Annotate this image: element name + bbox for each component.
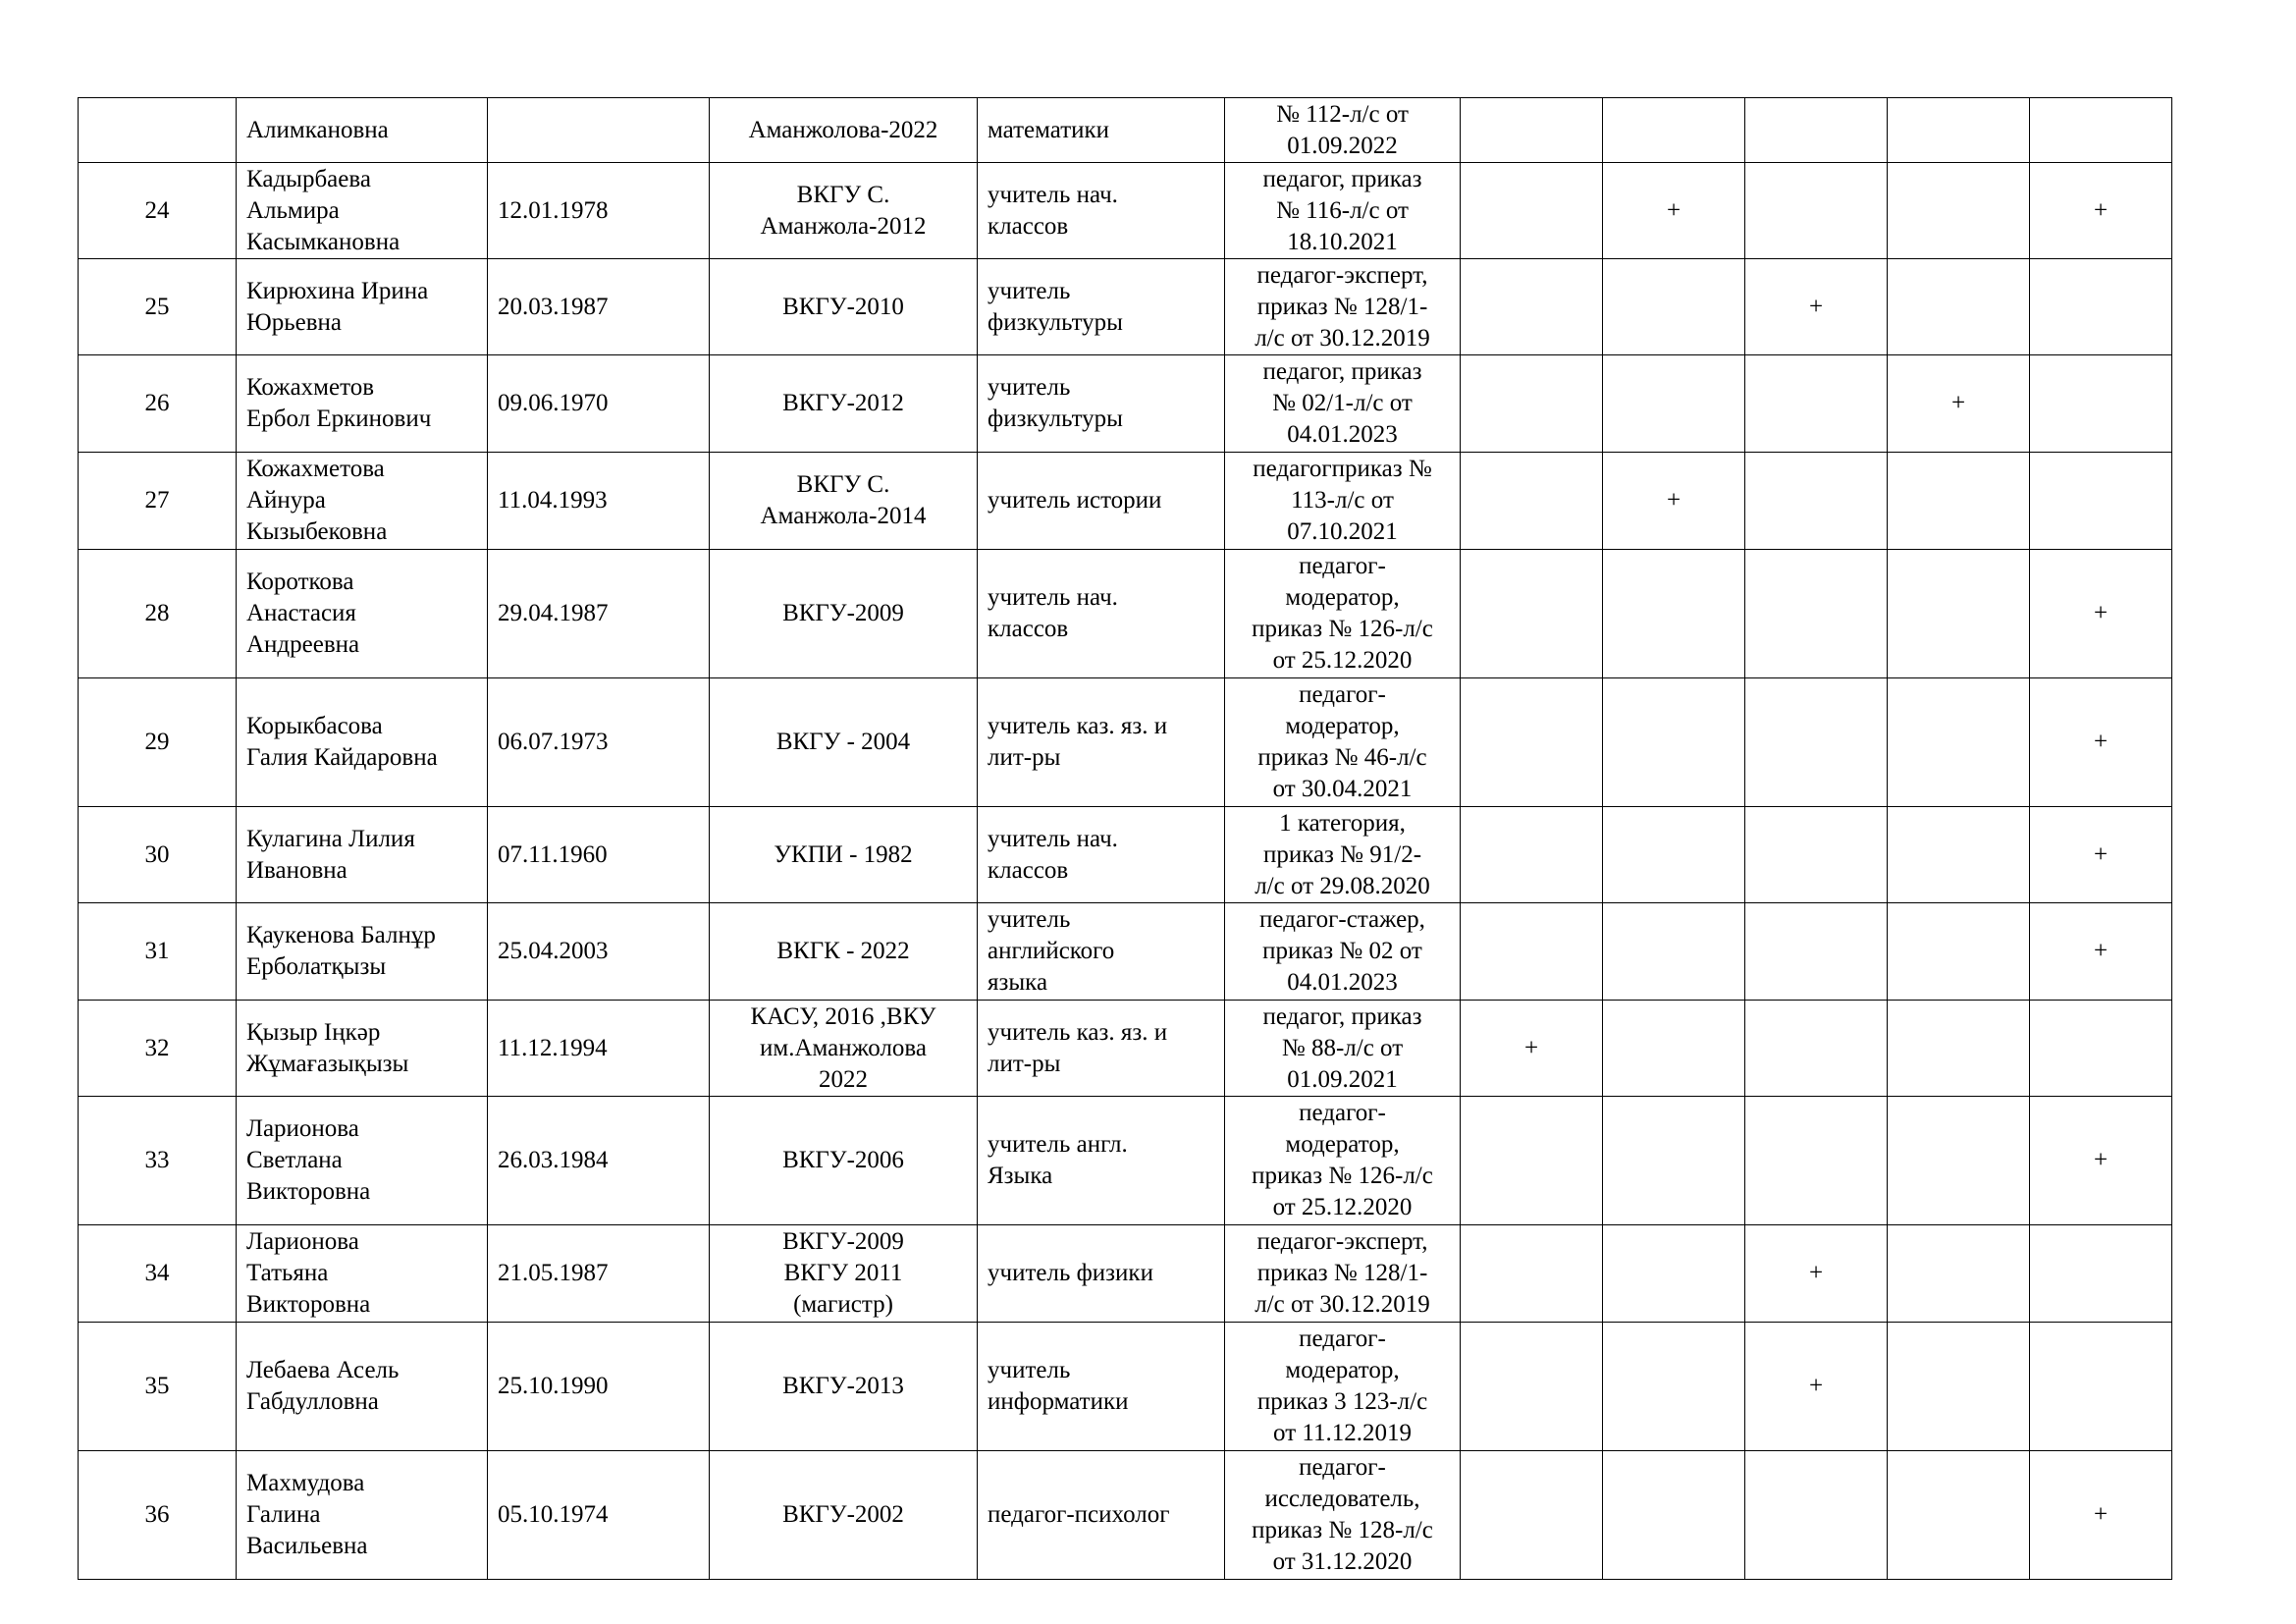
- specialty-line: классов: [988, 212, 1069, 240]
- category-order-line: 01.09.2022: [1287, 132, 1398, 159]
- teacher-name-line: Кожахметова: [246, 456, 385, 482]
- mark-cell: +: [1745, 259, 1888, 355]
- mark-cell: +: [2030, 1097, 2172, 1225]
- mark-cell: +: [1603, 163, 1745, 259]
- education-line: ВКГУ 2011: [783, 1260, 903, 1286]
- category-order-line: от 25.12.2020: [1272, 647, 1413, 674]
- category-order-line: педагог-: [1299, 553, 1386, 579]
- teacher-name-line: Викторовна: [246, 1291, 371, 1318]
- category-order-line: 1 категория,: [1279, 809, 1406, 837]
- birth-date-cell: 09.06.1970: [488, 355, 710, 453]
- education-line: ВКГУ-2010: [782, 293, 904, 320]
- specialty-cell: [978, 1001, 1225, 1097]
- mark-cell: [1461, 1225, 1603, 1323]
- specialty-cell: [978, 98, 1225, 163]
- specialty-line: информатики: [988, 1388, 1129, 1415]
- table-row: [79, 1225, 2172, 1323]
- mark-cell: [2030, 1225, 2172, 1323]
- mark-cell: [1603, 678, 1745, 807]
- specialty-line: учитель нач.: [988, 584, 1118, 611]
- mark-cell: [1461, 1323, 1603, 1451]
- category-order-cell: [1225, 98, 1461, 163]
- education-line: Аманжола-2014: [760, 503, 927, 529]
- birth-date-cell: [488, 98, 710, 163]
- specialty-cell: [978, 259, 1225, 355]
- row-number-cell: 25: [79, 259, 237, 355]
- teacher-name-line: Альмира: [246, 196, 340, 224]
- teacher-name-cell: [237, 1225, 488, 1323]
- teacher-name-line: Лебаева Асель: [246, 1357, 400, 1383]
- teacher-name-line: Ербол Еркинович: [246, 406, 432, 432]
- table-row: [79, 678, 2172, 807]
- education-line: ВКГУ-2009: [782, 1228, 904, 1255]
- education-cell: [710, 98, 978, 163]
- teacher-name-line: Габдулловна: [246, 1388, 379, 1415]
- category-order-line: педагогприказ №: [1253, 456, 1432, 482]
- teacher-name-line: Ерболатқызы: [246, 953, 387, 980]
- table-row: [79, 1001, 2172, 1097]
- mark-cell: [1603, 98, 1745, 163]
- mark-cell: [1461, 903, 1603, 1001]
- education-line: Аманжолова-2022: [748, 116, 938, 143]
- table-row: [79, 903, 2172, 1001]
- mark-cell: [1888, 550, 2030, 678]
- category-order-line: приказ № 126-л/с: [1252, 1163, 1433, 1189]
- mark-cell: [1745, 163, 1888, 259]
- teacher-name-line: Ларионова: [246, 1228, 359, 1255]
- category-order-cell: [1225, 1097, 1461, 1225]
- mark-cell: +: [1888, 355, 2030, 453]
- education-line: КАСУ, 2016 ,ВКУ: [750, 1002, 936, 1030]
- mark-cell: [1461, 259, 1603, 355]
- mark-cell: [1745, 453, 1888, 550]
- specialty-cell: [978, 678, 1225, 807]
- mark-cell: [1603, 259, 1745, 355]
- education-line: ВКГК - 2022: [776, 938, 910, 964]
- category-order-line: 07.10.2021: [1287, 518, 1398, 545]
- category-order-line: модератор,: [1285, 1357, 1400, 1383]
- specialty-cell: [978, 903, 1225, 1001]
- table-row: [79, 1097, 2172, 1225]
- specialty-line: педагог-психолог: [988, 1501, 1170, 1528]
- education-cell: [710, 1097, 978, 1225]
- row-number-cell: 28: [79, 550, 237, 678]
- category-order-line: от 31.12.2020: [1272, 1548, 1413, 1575]
- mark-cell: [1745, 550, 1888, 678]
- category-order-line: л/с от 30.12.2019: [1255, 1291, 1430, 1318]
- teacher-name-line: Корыкбасова: [246, 713, 383, 739]
- row-number-cell: 31: [79, 903, 237, 1001]
- education-cell: [710, 678, 978, 807]
- specialty-line: учитель физики: [988, 1260, 1153, 1286]
- teacher-name-line: Қызыр Іңкәр: [246, 1018, 381, 1046]
- category-order-line: приказ № 128-л/с: [1252, 1517, 1433, 1543]
- mark-cell: [1888, 1225, 2030, 1323]
- category-order-line: от 30.04.2021: [1272, 776, 1413, 802]
- mark-cell: [1603, 1225, 1745, 1323]
- table-row: [79, 163, 2172, 259]
- category-order-line: № 88-л/с от: [1281, 1034, 1404, 1061]
- specialty-cell: [978, 163, 1225, 259]
- mark-cell: +: [1745, 1225, 1888, 1323]
- teacher-name-cell: [237, 355, 488, 453]
- category-order-line: педагог-эксперт,: [1256, 261, 1428, 289]
- table-row: [79, 1451, 2172, 1580]
- table-row: [79, 550, 2172, 678]
- teacher-name-line: Галина: [246, 1501, 321, 1528]
- category-order-line: модератор,: [1285, 713, 1400, 739]
- teacher-name-line: Анастасия: [246, 600, 356, 626]
- education-line: ВКГУ-2012: [782, 390, 904, 416]
- row-number-cell: 34: [79, 1225, 237, 1323]
- category-order-line: педагог, приказ: [1262, 165, 1422, 192]
- teacher-name-cell: [237, 259, 488, 355]
- row-number-cell: [79, 98, 237, 163]
- mark-cell: [1461, 550, 1603, 678]
- category-order-line: л/с от 29.08.2020: [1255, 872, 1430, 899]
- row-number-cell: 30: [79, 807, 237, 903]
- mark-cell: [1603, 903, 1745, 1001]
- mark-cell: +: [1745, 1323, 1888, 1451]
- teacher-name-line: Татьяна: [246, 1260, 329, 1286]
- education-cell: [710, 1323, 978, 1451]
- category-order-line: педагог-: [1299, 1454, 1386, 1481]
- teacher-name-line: Алимкановна: [246, 116, 389, 143]
- mark-cell: [2030, 355, 2172, 453]
- category-order-line: приказ № 46-л/с: [1257, 744, 1427, 771]
- teacher-name-line: Викторовна: [246, 1178, 371, 1205]
- teacher-name-cell: [237, 163, 488, 259]
- mark-cell: [1745, 1451, 1888, 1580]
- category-order-line: педагог-эксперт,: [1256, 1228, 1428, 1255]
- teacher-name-line: Андреевна: [246, 631, 360, 658]
- teacher-name-line: Васильевна: [246, 1533, 368, 1559]
- birth-date-cell: 05.10.1974: [488, 1451, 710, 1580]
- category-order-line: 04.01.2023: [1287, 969, 1398, 996]
- specialty-cell: [978, 1097, 1225, 1225]
- row-number-cell: 35: [79, 1323, 237, 1451]
- mark-cell: +: [2030, 678, 2172, 807]
- teacher-name-cell: [237, 807, 488, 903]
- category-order-line: приказ № 91/2-: [1262, 840, 1422, 868]
- teacher-name-line: Касымкановна: [246, 228, 400, 255]
- mark-cell: [1603, 807, 1745, 903]
- category-order-line: № 116-л/с от: [1276, 196, 1409, 224]
- specialty-line: физкультуры: [988, 308, 1123, 336]
- mark-cell: [1888, 678, 2030, 807]
- specialty-line: физкультуры: [988, 406, 1123, 432]
- category-order-line: модератор,: [1285, 584, 1400, 611]
- mark-cell: [1745, 1001, 1888, 1097]
- category-order-line: педагог-стажер,: [1259, 906, 1425, 933]
- specialty-cell: [978, 355, 1225, 453]
- mark-cell: +: [1603, 453, 1745, 550]
- education-line: УКПИ - 1982: [774, 840, 913, 868]
- specialty-line: классов: [988, 856, 1069, 884]
- mark-cell: +: [2030, 1451, 2172, 1580]
- row-number-cell: 27: [79, 453, 237, 550]
- category-order-line: приказ 3 123-л/с: [1256, 1388, 1428, 1415]
- table-row: [79, 807, 2172, 903]
- education-line: (магистр): [793, 1291, 893, 1318]
- education-cell: [710, 1225, 978, 1323]
- table-row: [79, 355, 2172, 453]
- specialty-line: лит-ры: [988, 1050, 1061, 1077]
- row-number-cell: 26: [79, 355, 237, 453]
- mark-cell: [1888, 259, 2030, 355]
- row-number-cell: 24: [79, 163, 237, 259]
- category-order-cell: [1225, 163, 1461, 259]
- row-number-cell: 36: [79, 1451, 237, 1580]
- specialty-cell: [978, 1225, 1225, 1323]
- mark-cell: [1745, 1097, 1888, 1225]
- mark-cell: [2030, 453, 2172, 550]
- teacher-name-line: Айнура: [246, 487, 326, 514]
- table-row: [79, 453, 2172, 550]
- mark-cell: [1888, 1451, 2030, 1580]
- category-order-line: 04.01.2023: [1287, 421, 1398, 448]
- category-order-line: приказ № 126-л/с: [1252, 616, 1433, 642]
- education-cell: [710, 355, 978, 453]
- mark-cell: [1603, 1323, 1745, 1451]
- education-cell: [710, 807, 978, 903]
- birth-date-cell: 25.04.2003: [488, 903, 710, 1001]
- mark-cell: +: [2030, 163, 2172, 259]
- mark-cell: [2030, 1001, 2172, 1097]
- teacher-name-line: Ларионова: [246, 1115, 359, 1142]
- teacher-name-line: Ивановна: [246, 856, 347, 884]
- teacher-name-cell: [237, 903, 488, 1001]
- teacher-name-cell: [237, 453, 488, 550]
- mark-cell: +: [2030, 807, 2172, 903]
- teacher-name-line: Кулагина Лилия: [246, 825, 415, 852]
- teacher-name-line: Кызыбековна: [246, 518, 388, 545]
- specialty-cell: [978, 453, 1225, 550]
- row-number-cell: 33: [79, 1097, 237, 1225]
- specialty-line: лит-ры: [988, 744, 1061, 771]
- mark-cell: [1888, 163, 2030, 259]
- mark-cell: [2030, 98, 2172, 163]
- category-order-line: педагог-: [1299, 1100, 1386, 1126]
- birth-date-cell: 06.07.1973: [488, 678, 710, 807]
- specialty-line: математики: [988, 116, 1110, 143]
- mark-cell: [1745, 98, 1888, 163]
- mark-cell: [1461, 355, 1603, 453]
- mark-cell: [1745, 903, 1888, 1001]
- birth-date-cell: 11.04.1993: [488, 453, 710, 550]
- education-line: ВКГУ - 2004: [775, 729, 911, 755]
- category-order-cell: [1225, 259, 1461, 355]
- education-cell: [710, 903, 978, 1001]
- mark-cell: [1888, 453, 2030, 550]
- education-line: ВКГУ-2013: [782, 1373, 904, 1399]
- birth-date-cell: 29.04.1987: [488, 550, 710, 678]
- birth-date-cell: 12.01.1978: [488, 163, 710, 259]
- education-line: им.Аманжолова: [760, 1034, 927, 1061]
- specialty-line: учитель англ.: [988, 1131, 1128, 1158]
- teacher-name-line: Махмудова: [246, 1470, 365, 1496]
- mark-cell: [1461, 1097, 1603, 1225]
- mark-cell: [1603, 550, 1745, 678]
- row-number-cell: 32: [79, 1001, 237, 1097]
- specialty-line: языка: [988, 969, 1048, 996]
- education-cell: [710, 259, 978, 355]
- mark-cell: [1745, 807, 1888, 903]
- education-line: Аманжола-2012: [760, 212, 927, 240]
- category-order-line: приказ № 128/1-: [1256, 1260, 1428, 1286]
- category-order-line: 113-л/с от: [1291, 487, 1394, 514]
- specialty-line: учитель каз. яз. и: [988, 1018, 1168, 1046]
- specialty-cell: [978, 1451, 1225, 1580]
- mark-cell: +: [2030, 903, 2172, 1001]
- category-order-line: № 02/1-л/с от: [1272, 390, 1413, 416]
- birth-date-cell: 26.03.1984: [488, 1097, 710, 1225]
- education-line: ВКГУ-2009: [782, 600, 904, 626]
- specialty-line: учитель нач.: [988, 825, 1118, 852]
- mark-cell: [1461, 807, 1603, 903]
- category-order-line: модератор,: [1285, 1131, 1400, 1158]
- teacher-name-line: Светлана: [246, 1147, 343, 1173]
- row-number-cell: 29: [79, 678, 237, 807]
- staff-table: [78, 97, 2172, 1580]
- teacher-name-line: Кожахметов: [246, 374, 374, 401]
- category-order-cell: [1225, 453, 1461, 550]
- category-order-cell: [1225, 678, 1461, 807]
- category-order-cell: [1225, 1001, 1461, 1097]
- category-order-line: педагог-: [1299, 681, 1386, 708]
- mark-cell: [1461, 453, 1603, 550]
- category-order-cell: [1225, 903, 1461, 1001]
- teacher-name-cell: [237, 1001, 488, 1097]
- specialty-cell: [978, 1323, 1225, 1451]
- staff-table-body: [79, 98, 2172, 1580]
- specialty-cell: [978, 807, 1225, 903]
- category-order-line: л/с от 30.12.2019: [1255, 324, 1430, 352]
- specialty-cell: [978, 550, 1225, 678]
- category-order-cell: [1225, 1451, 1461, 1580]
- teacher-name-cell: [237, 1097, 488, 1225]
- mark-cell: [1603, 1001, 1745, 1097]
- category-order-line: педагог, приказ: [1262, 358, 1422, 385]
- education-line: ВКГУ-2002: [782, 1501, 904, 1528]
- mark-cell: [1461, 1451, 1603, 1580]
- teacher-name-line: Жұмағазықызы: [246, 1050, 409, 1077]
- specialty-line: учитель: [988, 277, 1071, 304]
- category-order-cell: [1225, 355, 1461, 453]
- teacher-name-cell: [237, 678, 488, 807]
- mark-cell: [1603, 1097, 1745, 1225]
- mark-cell: +: [1461, 1001, 1603, 1097]
- birth-date-cell: 21.05.1987: [488, 1225, 710, 1323]
- teacher-name-line: Кадырбаева: [246, 165, 371, 192]
- specialty-line: учитель: [988, 906, 1071, 933]
- category-order-line: исследователь,: [1264, 1486, 1420, 1512]
- table-row: [79, 259, 2172, 355]
- mark-cell: [1745, 678, 1888, 807]
- birth-date-cell: 25.10.1990: [488, 1323, 710, 1451]
- teacher-name-line: Галия Кайдаровна: [246, 744, 438, 771]
- mark-cell: [1603, 355, 1745, 453]
- category-order-line: 18.10.2021: [1287, 228, 1398, 255]
- mark-cell: [1461, 678, 1603, 807]
- category-order-line: приказ № 02 от: [1262, 938, 1422, 964]
- education-cell: [710, 163, 978, 259]
- mark-cell: [1888, 1001, 2030, 1097]
- mark-cell: [1888, 1323, 2030, 1451]
- specialty-line: учитель истории: [988, 487, 1162, 514]
- category-order-cell: [1225, 550, 1461, 678]
- table-row: [79, 1323, 2172, 1451]
- teacher-name-line: Қаукенова Балнұр: [246, 922, 436, 948]
- category-order-cell: [1225, 1225, 1461, 1323]
- education-line: ВКГУ-2006: [782, 1147, 904, 1173]
- specialty-line: учитель: [988, 374, 1071, 401]
- category-order-line: 01.09.2021: [1287, 1065, 1398, 1093]
- specialty-line: классов: [988, 616, 1069, 642]
- education-cell: [710, 1001, 978, 1097]
- category-order-line: приказ № 128/1-: [1256, 293, 1428, 320]
- birth-date-cell: 11.12.1994: [488, 1001, 710, 1097]
- category-order-line: № 112-л/с от: [1276, 100, 1409, 128]
- teacher-name-line: Кирюхина Ирина: [246, 277, 429, 304]
- category-order-cell: [1225, 807, 1461, 903]
- education-cell: [710, 453, 978, 550]
- specialty-line: Языка: [988, 1163, 1053, 1189]
- category-order-line: педагог-: [1299, 1326, 1386, 1352]
- specialty-line: учитель каз. яз. и: [988, 713, 1168, 739]
- category-order-line: от 25.12.2020: [1272, 1194, 1413, 1220]
- teacher-name-cell: [237, 98, 488, 163]
- teacher-name-cell: [237, 550, 488, 678]
- education-cell: [710, 1451, 978, 1580]
- education-line: ВКГУ С.: [796, 181, 890, 208]
- category-order-line: педагог, приказ: [1262, 1002, 1422, 1030]
- teacher-name-line: Короткова: [246, 568, 354, 595]
- mark-cell: [1888, 1097, 2030, 1225]
- birth-date-cell: 20.03.1987: [488, 259, 710, 355]
- specialty-line: учитель: [988, 1357, 1071, 1383]
- mark-cell: [2030, 259, 2172, 355]
- teacher-name-cell: [237, 1323, 488, 1451]
- education-line: ВКГУ С.: [796, 471, 890, 498]
- category-order-line: от 11.12.2019: [1273, 1420, 1412, 1446]
- specialty-line: английского: [988, 938, 1115, 964]
- mark-cell: [1888, 98, 2030, 163]
- mark-cell: [1461, 98, 1603, 163]
- teacher-name-line: Юрьевна: [246, 308, 342, 336]
- specialty-line: учитель нач.: [988, 181, 1118, 208]
- education-cell: [710, 550, 978, 678]
- education-line: 2022: [819, 1065, 868, 1093]
- table-row: [79, 98, 2172, 163]
- mark-cell: [1888, 903, 2030, 1001]
- mark-cell: +: [2030, 550, 2172, 678]
- teacher-name-cell: [237, 1451, 488, 1580]
- birth-date-cell: 07.11.1960: [488, 807, 710, 903]
- mark-cell: [2030, 1323, 2172, 1451]
- mark-cell: [1603, 1451, 1745, 1580]
- mark-cell: [1888, 807, 2030, 903]
- category-order-cell: [1225, 1323, 1461, 1451]
- mark-cell: [1461, 163, 1603, 259]
- mark-cell: [1745, 355, 1888, 453]
